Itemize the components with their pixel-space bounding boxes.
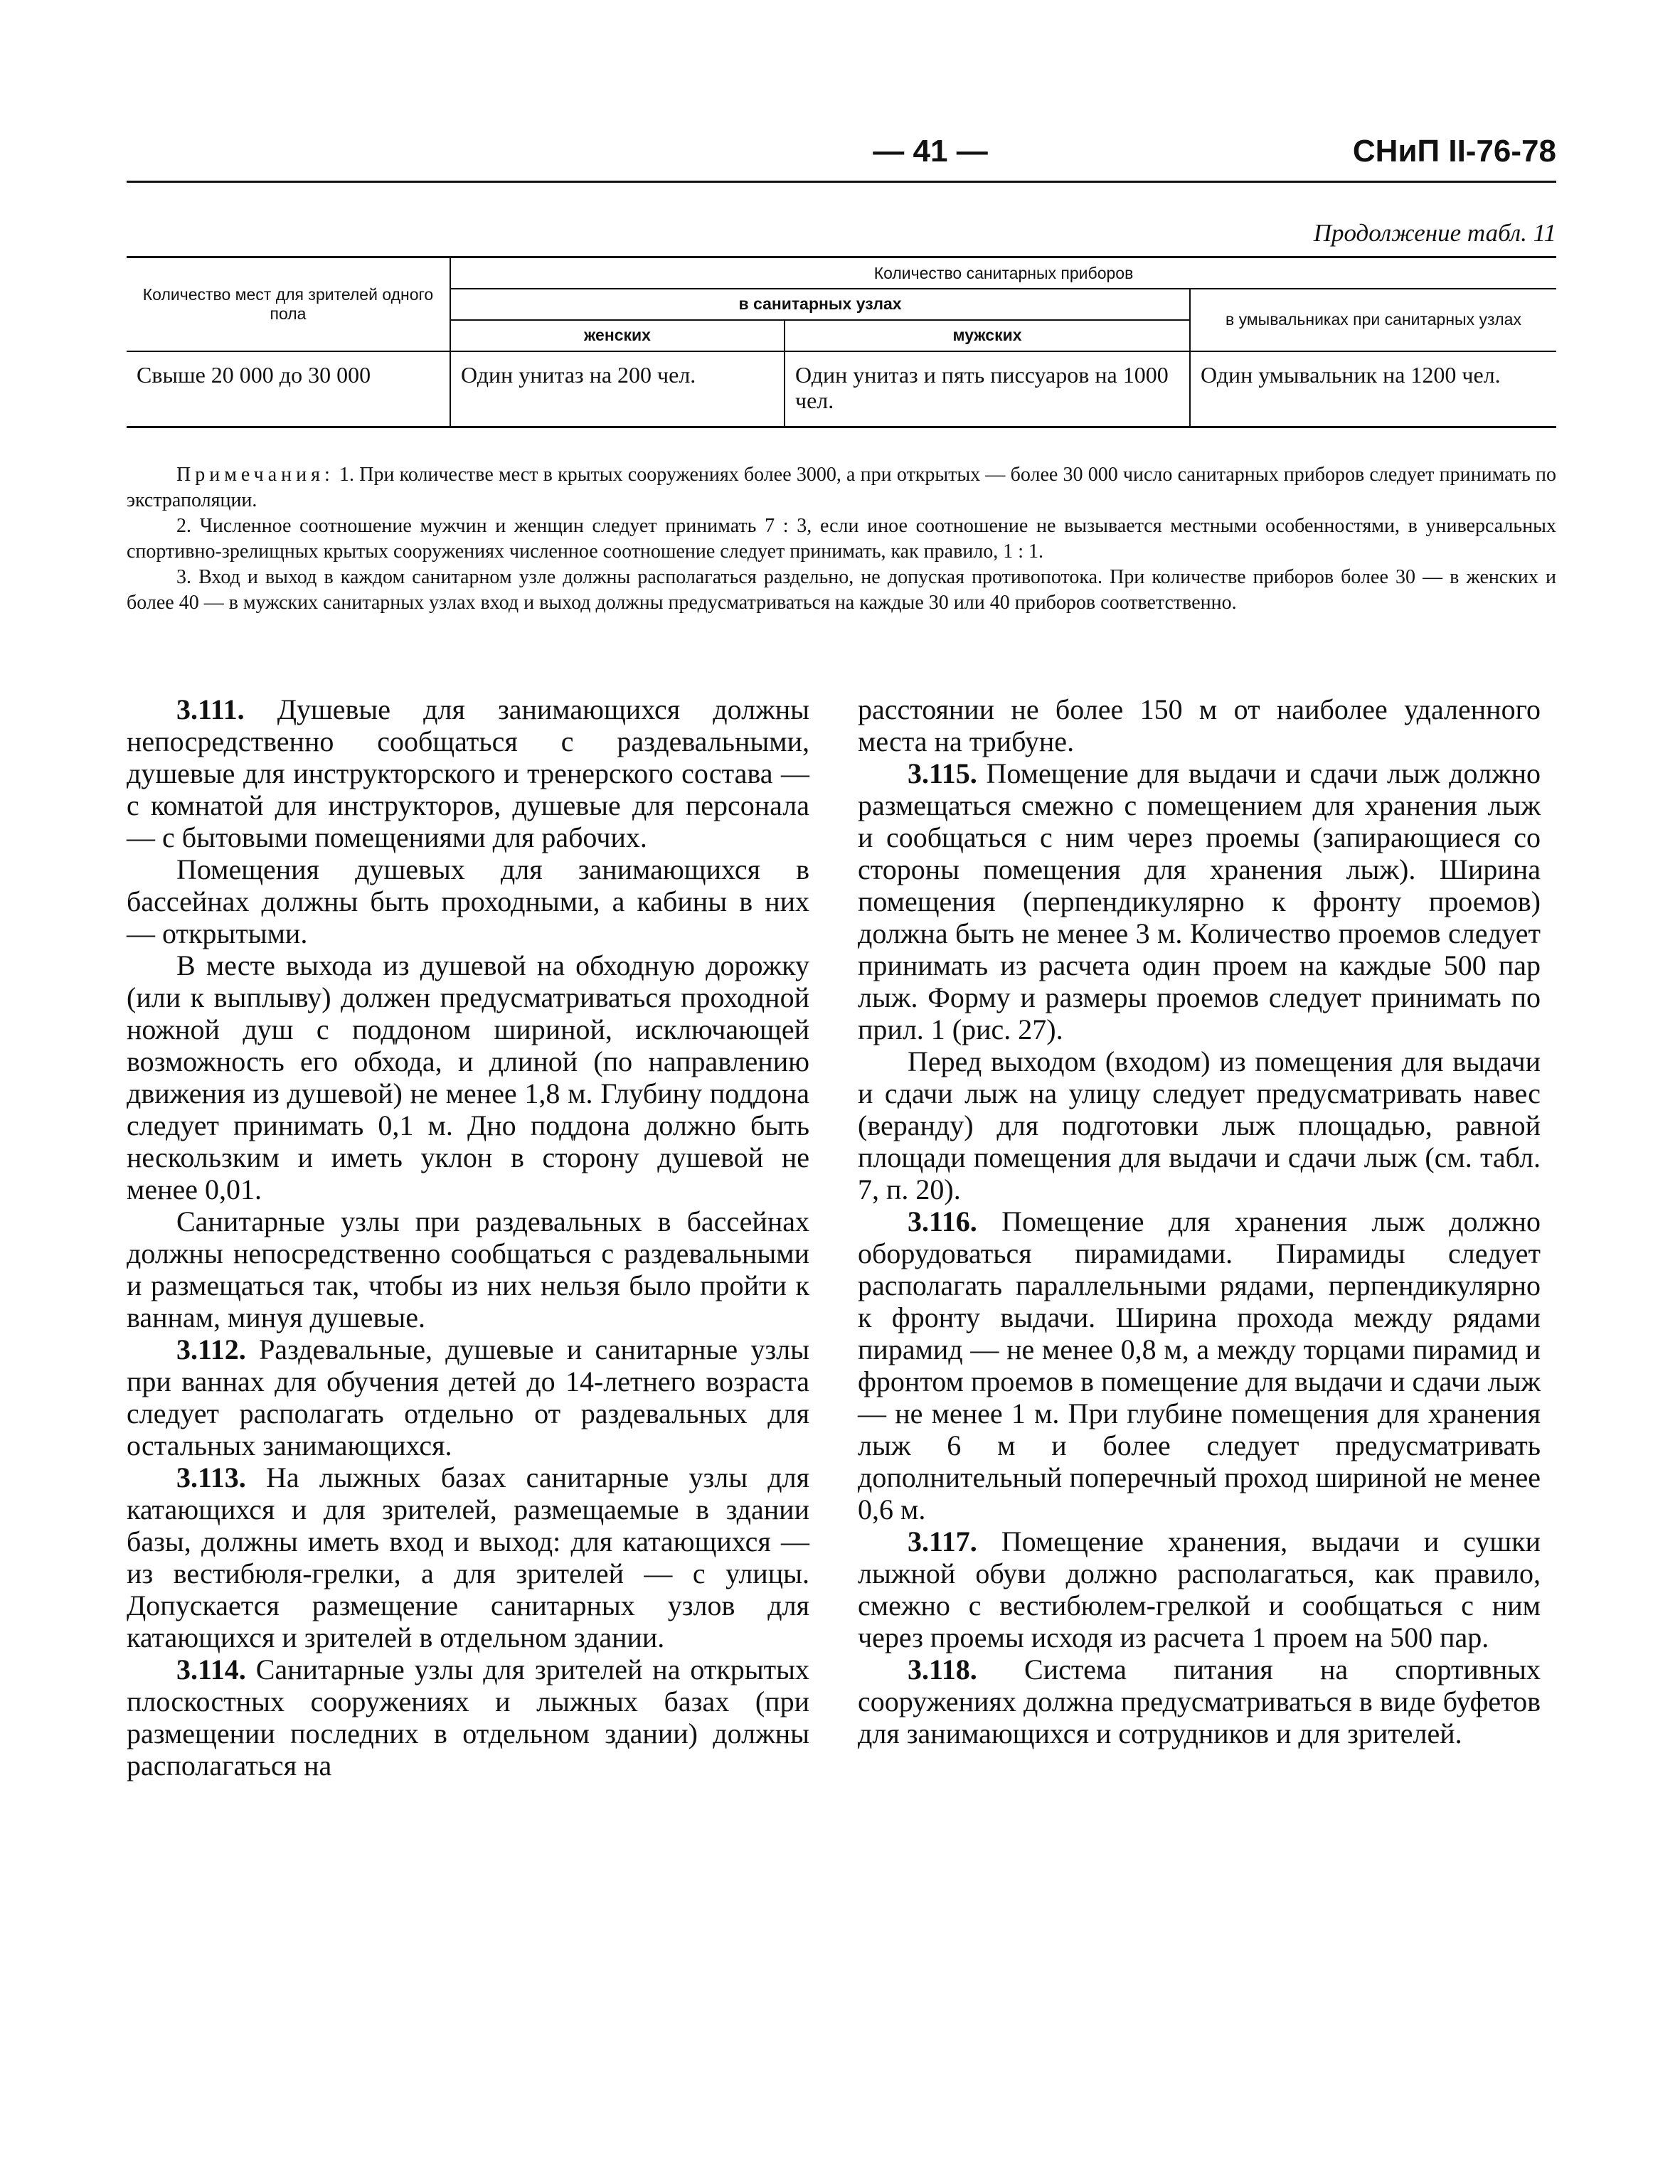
cell-places: Свыше 20 000 до 30 000 (127, 351, 450, 427)
clause-3-118 (858, 1653, 1541, 1749)
clause-text: Раздевальные, душевые и санитарные узлы при ваннах для обучения детей до 14-летнего возраста следует располагать отдельно от раздевальных для остальных занимающихся. (127, 1333, 810, 1461)
header-in-sanitary-units: в санитарных узлах (450, 289, 1190, 320)
clause-text: Санитарные узлы для зрителей на открытых плоскостных сооружениях и лыжных базах (при размещении последних в отдельном здании) должны располагаться на (127, 1653, 809, 1781)
header-rule (127, 181, 1556, 183)
clause-3-111-para-3: В месте выхода из душевой на обходную дорожку (или к выплыву) должен предусматриваться проходной ножной душ с поддоном шириной, исключающей возможность его обхода, и длиной (по направлению движения из душевой) не менее 1,8 м. Глубину поддона следует принимать 0,1 м. Дно поддона должно быть нескользким и иметь уклон в сторону душевой не менее 0,01. (127, 949, 809, 1205)
clause-number: 3.115. (908, 757, 977, 789)
document-code: СНиП II-76-78 (1352, 134, 1556, 169)
clause-3-114-continuation: расстоянии не более 150 м от наиболее удаленного места на трибуне. (858, 693, 1541, 757)
header-fixtures-count: Количество санитарных приборов (450, 257, 1556, 289)
cell-male: Один унитаз и пять писсуаров на 1000 чел. (785, 351, 1190, 427)
clause-number: 3.111. (176, 693, 245, 725)
clause-3-111-para-2: Помещения душевых для занимающихся в бассейнах должны быть проходными, а кабины в них — открытыми. (127, 853, 809, 949)
clause-number: 3.114. (176, 1653, 246, 1685)
clause-3-115-para-2: Перед выходом (входом) из помещения для выдачи и сдачи лыж на улицу следует предусматривать навес (веранду) для подготовки лыж площадью, равной площади помещения для выдачи и сдачи лыж (см. табл. 7, п. 20). (858, 1045, 1541, 1205)
note-2: 2. Численное соотношение мужчин и женщин следует принимать 7 : 3, если иное соотношение не вызывается местными особенностями, в универсальных спортивно-зрелищных крытых сооружениях численное соотношение следует принимать, как правило, 1 : 1. (127, 515, 1556, 563)
note-1-text: 1. При количестве мест в крытых сооружениях более 3000, а при открытых — более 30 000 число санитарных приборов следует принимать по экстраполяции. (127, 464, 1557, 511)
clause-3-111-para-4: Санитарные узлы при раздевальных в бассейнах должны непосредственно сообщаться с раздевальными и размещаться так, чтобы из них нельзя было пройти к ваннам, минуя душевые. (127, 1205, 809, 1333)
clause-number: 3.112. (176, 1333, 246, 1365)
table-notes (127, 462, 1556, 616)
left-column (127, 693, 809, 1781)
header-washrooms: в умывальниках при санитарных узлах (1190, 289, 1556, 351)
page-header (127, 134, 1556, 178)
cell-washrooms: Один умывальник на 1200 чел. (1190, 351, 1556, 427)
clause-3-114 (127, 1653, 809, 1781)
cell-female: Один унитаз на 200 чел. (450, 351, 785, 427)
clause-3-116 (858, 1205, 1541, 1525)
header-spectator-places: Количество мест для зрителей одного пола (127, 257, 450, 351)
clause-3-111 (127, 693, 809, 853)
clause-3-112 (127, 1333, 809, 1461)
clause-text: Помещение для хранения лыж должно оборудоваться пирамидами. Пирамиды следует располагать параллельными рядами, перпендикулярно к фронту выдачи. Ширина прохода между рядами пирамид — не менее 0,8 м, а между торцами пирамид и фронтом проемов в помещение для выдачи и сдачи лыж — не менее 1 м. При глубине помещения для хранения лыж 6 м и более следует предусматривать дополнительный поперечный проход шириной не менее 0,6 м. (858, 1205, 1541, 1525)
note-3: 3. Вход и выход в каждом санитарном узле должны располагаться раздельно, не допуская противопотока. При количестве приборов более 30 — в женских и более 40 — в мужских санитарных узлах вход и выход должны предусматриваться на каждые 30 или 40 приборов соответственно. (127, 566, 1556, 614)
note-1 (127, 462, 1556, 513)
clause-text: Система питания на спортивных сооружениях должна предусматриваться в виде буфетов для занимающихся и сотрудников и для зрителей. (858, 1653, 1541, 1749)
clause-text: На лыжных базах санитарные узлы для катающихся и для зрителей, размещаемые в здании базы, должны иметь вход и выход: для катающихся — из вестибюля-грелки, а для зрителей — с улицы. Допускается размещение санитарных узлов для катающихся и зрителей в отдельном здании. (127, 1461, 810, 1653)
clause-text: Помещение для выдачи и сдачи лыж должно размещаться смежно с помещением для хранения лыж и сообщаться с ним через проемы (запирающиеся со стороны помещения для хранения лыж). Ширина помещения (перпендикулярно к фронту проемов) должна быть не менее 3 м. Количество проемов следует принимать из расчета один проем на каждые 500 пар лыж. Форму и размеры проемов следует принимать по прил. 1 (рис. 27). (858, 757, 1541, 1045)
clause-number: 3.117. (908, 1525, 977, 1557)
clause-3-113 (127, 1461, 809, 1653)
page-number: — 41 — (873, 134, 988, 169)
notes-label: Примечания: (176, 464, 334, 486)
sanitary-fixtures-table (127, 256, 1556, 428)
clause-number: 3.116. (908, 1205, 977, 1237)
clause-text: Помещение хранения, выдачи и сушки лыжной обуви должно располагаться, как правило, смежно с вестибюлем-грелкой и сообщаться с ним через проемы исходя из расчета 1 проем на 500 пар. (858, 1525, 1541, 1653)
table-continuation-label: Продолжение табл. 11 (1313, 219, 1556, 247)
right-column (858, 693, 1541, 1749)
clause-3-117 (858, 1525, 1541, 1653)
clause-number: 3.118. (908, 1653, 977, 1685)
header-female: женских (450, 320, 785, 351)
clause-text: Душевые для занимающихся должны непосредственно сообщаться с раздевальными, душевые для инструкторского и тренерского состава — с комнатой для инструкторов, душевые для персонала — с бытовыми помещениями для рабочих. (127, 693, 809, 853)
clause-3-115 (858, 757, 1541, 1045)
table-row (127, 351, 1556, 427)
header-male: мужских (785, 320, 1190, 351)
clause-number: 3.113. (176, 1461, 246, 1493)
